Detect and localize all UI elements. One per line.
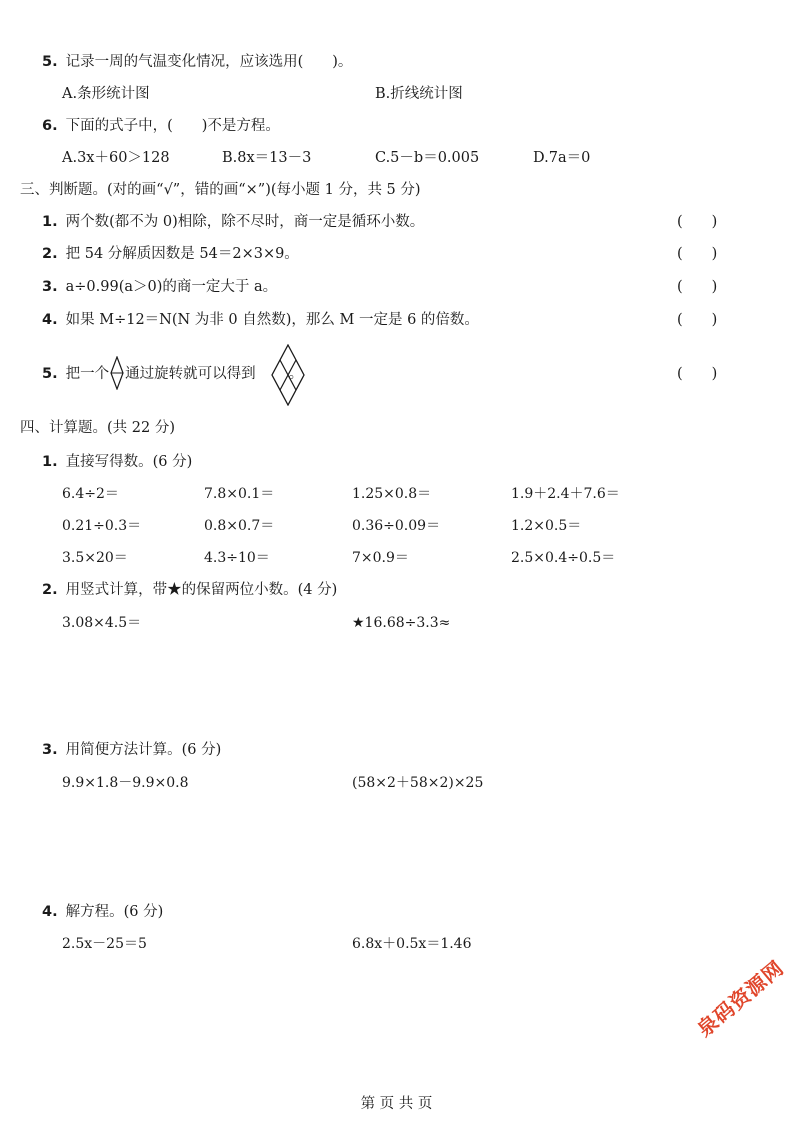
oral-calc-item: 0.8×0.7＝ (204, 518, 275, 534)
answer-parentheses[interactable]: ( ) (677, 246, 718, 262)
equation-item: 2.5x－25＝5 (62, 936, 147, 952)
judge-item: 5. 把一个 通过旋转就可以得到 。 (42, 366, 304, 382)
judge-item: 2. 把 54 分解质因数是 54＝2×3×9。 (42, 246, 299, 262)
answer-parentheses[interactable]: ( ) (677, 214, 718, 230)
calc-q2-title: 2. 用竖式计算，带★的保留两位小数。(4 分) (42, 582, 338, 598)
rhombus-pattern-icon (271, 344, 305, 406)
oral-calc-item: 7×0.9＝ (352, 550, 409, 566)
vertical-calc-item: 3.08×4.5＝ (62, 615, 142, 631)
question-5: 5. 记录一周的气温变化情况，应该选用( )。 (42, 54, 353, 70)
option-b: B.8x＝13－3 (222, 150, 312, 166)
judge-item: 3. a÷0.99(a＞0)的商一定大于 a。 (42, 279, 278, 295)
judge-item: 1. 两个数(都不为 0)相除，除不尽时，商一定是循环小数。 (42, 214, 425, 230)
simplify-calc-item: 9.9×1.8－9.9×0.8 (62, 775, 189, 791)
option-b: B.折线统计图 (375, 86, 463, 102)
answer-parentheses[interactable]: ( ) (677, 312, 718, 328)
oral-calc-item: 7.8×0.1＝ (204, 486, 275, 502)
oral-calc-item: 1.9＋2.4＋7.6＝ (511, 486, 620, 502)
option-c: C.5－b＝0.005 (375, 150, 480, 166)
equation-item: 6.8x＋0.5x＝1.46 (352, 936, 472, 952)
vertical-calc-item: ★16.68÷3.3≈ (352, 615, 451, 631)
simplify-calc-item: (58×2＋58×2)×25 (352, 775, 484, 791)
oral-calc-item: 2.5×0.4÷0.5＝ (511, 550, 616, 566)
oral-calc-item: 1.25×0.8＝ (352, 486, 432, 502)
answer-parentheses[interactable]: ( ) (677, 279, 718, 295)
oral-calc-item: 0.21÷0.3＝ (62, 518, 142, 534)
oral-calc-item: 1.2×0.5＝ (511, 518, 582, 534)
calc-q1-title: 1. 直接写得数。(6 分) (42, 454, 193, 470)
section-title-calc: 四、计算题。(共 22 分) (20, 420, 175, 436)
oral-calc-item: 0.36÷0.09＝ (352, 518, 441, 534)
option-d: D.7a＝0 (533, 150, 591, 166)
page-footer: 第 页 共 页 (360, 1096, 433, 1112)
calc-q4-title: 4. 解方程。(6 分) (42, 904, 164, 920)
judge-item: 4. 如果 M÷12＝N(N 为非 0 自然数)，那么 M 一定是 6 的倍数。 (42, 312, 479, 328)
answer-parentheses[interactable]: ( ) (677, 366, 718, 382)
oral-calc-item: 3.5×20＝ (62, 550, 128, 566)
section-title-judge: 三、判断题。(对的画“√”，错的画“×”)(每小题 1 分，共 5 分) (20, 182, 421, 198)
option-a: A.条形统计图 (62, 86, 150, 102)
oral-calc-item: 4.3÷10＝ (204, 550, 270, 566)
rhombus-icon (110, 356, 124, 390)
question-6: 6. 下面的式子中，( )不是方程。 (42, 118, 280, 134)
oral-calc-item: 6.4÷2＝ (62, 486, 119, 502)
calc-q3-title: 3. 用简便方法计算。(6 分) (42, 742, 222, 758)
watermark: 泉码资源网 (692, 955, 789, 1042)
option-a: A.3x＋60＞128 (62, 150, 170, 166)
